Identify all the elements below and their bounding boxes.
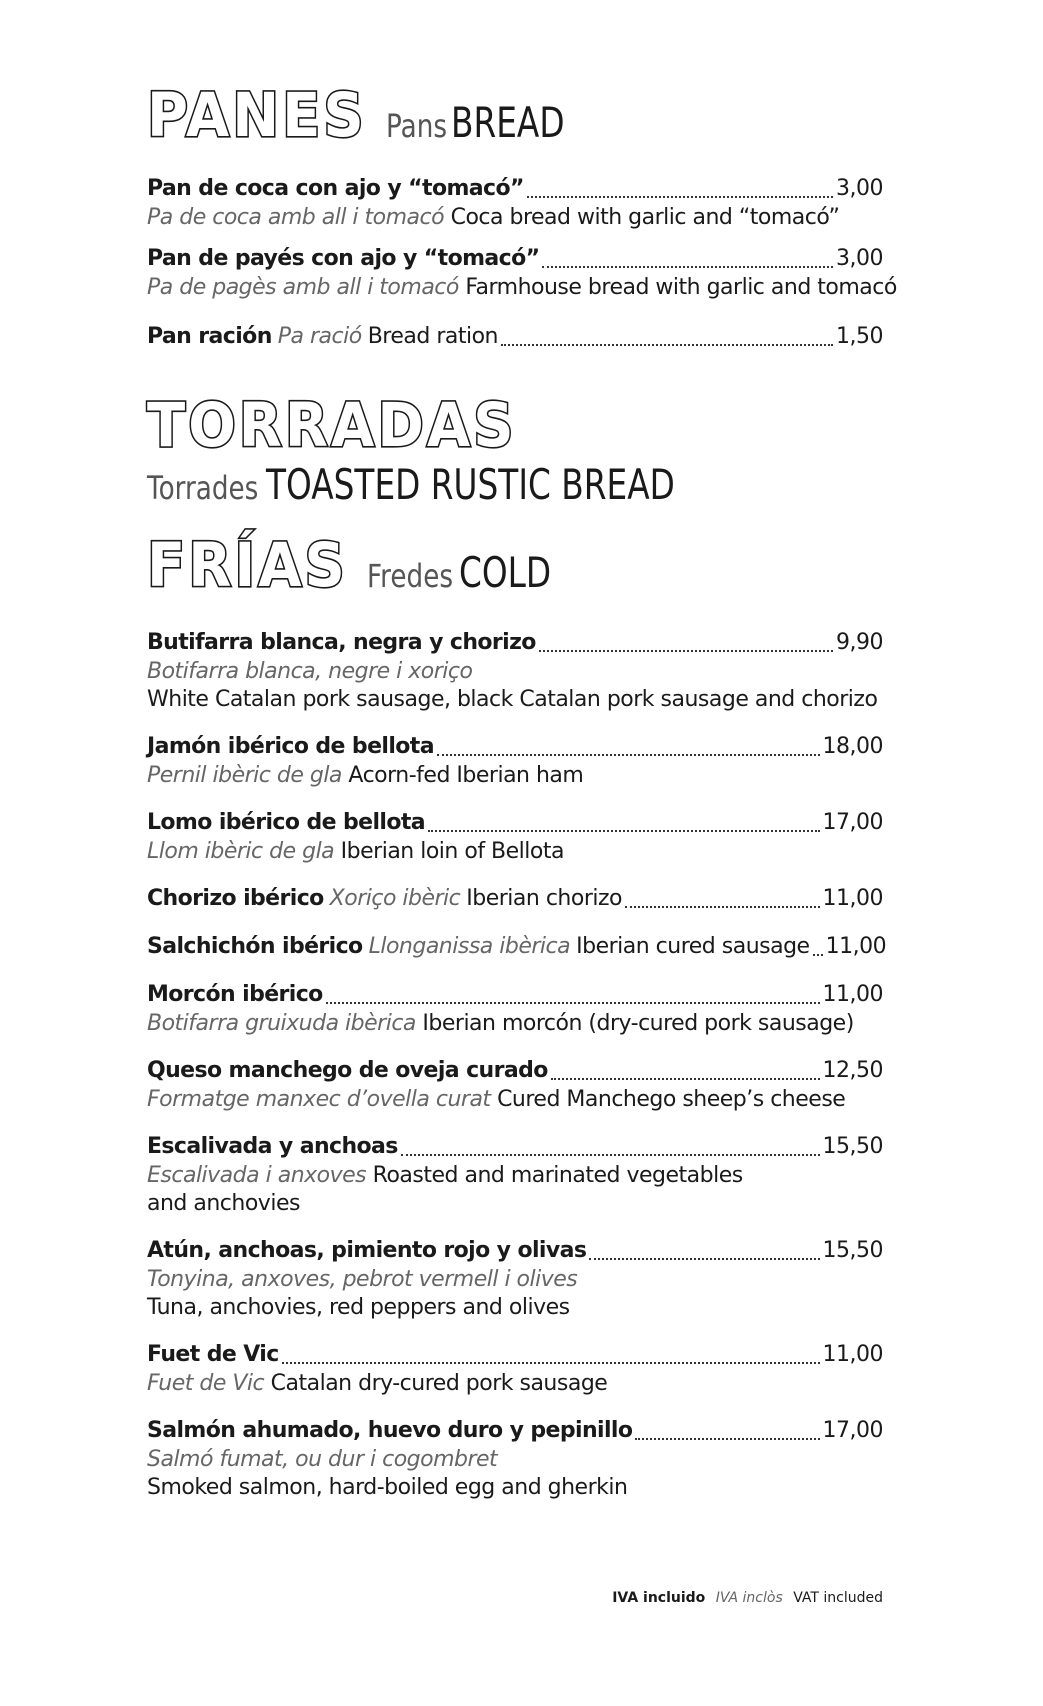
menu-item (147, 884, 883, 914)
item-name-catalan: Tonyina, anxoves, pebrot vermell i olives (147, 1267, 578, 1292)
item-name-catalan: Fuet de Vic (147, 1371, 265, 1396)
item-name-english: Roasted and marinated vegetables (372, 1163, 743, 1188)
dot-leader (551, 1077, 820, 1080)
item-name: Lomo ibérico de bellota (147, 810, 426, 835)
item-price: 3,00 (836, 176, 883, 201)
section-subtitle-english: COLD (458, 548, 552, 597)
section-heading-panes (147, 80, 597, 151)
section-subtitle-english: TOASTED RUSTIC BREAD (265, 460, 675, 509)
vat-note-catalan: IVA inclòs (715, 1590, 783, 1606)
dot-leader (501, 343, 833, 346)
item-name-english: Iberian loin of Bellota (340, 839, 564, 864)
item-name-english: Iberian cured sausage (576, 934, 810, 959)
dot-leader (326, 1001, 820, 1004)
item-price: 17,00 (822, 810, 883, 835)
item-price: 11,00 (822, 982, 883, 1007)
item-name-catalan: Botifarra blanca, negre i xoriço (147, 659, 473, 684)
menu-item (147, 732, 883, 790)
menu-item (147, 628, 883, 714)
section-heading-torradas (147, 390, 517, 461)
item-name: Morcón ibérico (147, 982, 323, 1007)
dot-leader (589, 1257, 819, 1260)
dot-leader (539, 649, 833, 652)
section-title-panes: PANES (147, 80, 367, 151)
dot-leader (428, 829, 820, 832)
vat-note-english: VAT included (793, 1590, 883, 1606)
dot-leader (813, 953, 823, 956)
item-name: Butifarra blanca, negra y chorizo (147, 630, 536, 655)
item-name-english: Coca bread with garlic and “tomacó” (450, 205, 840, 230)
item-name-catalan: Llonganissa ibèrica (368, 934, 571, 959)
section-subtitle-catalan: Pans (385, 107, 447, 145)
item-name-catalan: Pa de pagès amb all i tomacó (147, 275, 459, 300)
item-name-catalan: Escalivada i anxoves (147, 1163, 367, 1188)
item-name: Chorizo ibérico (147, 886, 324, 911)
item-name-english: White Catalan pork sausage, black Catalan pork sausage and chorizo (147, 687, 878, 712)
item-name-english: Iberian chorizo (466, 886, 622, 911)
item-price: 11,00 (822, 886, 883, 911)
section-subtitle-catalan: Fredes (366, 557, 453, 595)
item-name-catalan: Formatge manxec d’ovella curat (147, 1087, 491, 1112)
menu-item (147, 980, 883, 1038)
item-name-english: Smoked salmon, hard-boiled egg and gherkin (147, 1475, 628, 1500)
item-name: Jamón ibérico de bellota (147, 734, 434, 759)
item-price: 18,00 (822, 734, 883, 759)
item-price: 15,50 (822, 1134, 883, 1159)
section-subtitle-english: BREAD (451, 98, 565, 147)
item-name-catalan: Pa ració (277, 324, 362, 349)
item-price: 11,00 (822, 1342, 883, 1367)
menu-item (147, 1340, 883, 1398)
section-subtitle-catalan: Torrades (147, 469, 259, 507)
item-name-catalan: Llom ibèric de gla (147, 839, 335, 864)
item-price: 17,00 (822, 1418, 883, 1443)
menu-item (147, 1132, 883, 1218)
dot-leader (437, 753, 820, 756)
item-price: 9,90 (836, 630, 883, 655)
item-price: 15,50 (822, 1238, 883, 1263)
menu-item (147, 1236, 883, 1322)
item-name-english: Tuna, anchovies, red peppers and olives (147, 1295, 570, 1320)
item-name-catalan: Botifarra gruixuda ibèrica (147, 1011, 416, 1036)
item-price: 12,50 (822, 1058, 883, 1083)
vat-note (612, 1590, 883, 1606)
item-name: Queso manchego de oveja curado (147, 1058, 548, 1083)
item-price: 11,00 (825, 934, 887, 959)
item-price: 1,50 (836, 324, 883, 349)
item-name: Salchichón ibérico (147, 934, 363, 959)
dot-leader (542, 265, 833, 268)
menu-item (147, 932, 887, 962)
dot-leader (401, 1153, 820, 1156)
menu-item (147, 808, 883, 866)
item-name-catalan: Pernil ibèric de gla (147, 763, 342, 788)
dot-leader (282, 1361, 820, 1364)
dot-leader (635, 1437, 819, 1440)
item-name-english: Farmhouse bread with garlic and tomacó (465, 275, 897, 300)
item-name: Salmón ahumado, huevo duro y pepinillo (147, 1418, 633, 1443)
item-name-english: Cured Manchego sheep’s cheese (497, 1087, 846, 1112)
section-subheading-torradas (147, 460, 790, 509)
item-name-english: Catalan dry-cured pork sausage (270, 1371, 608, 1396)
vat-note-spanish: IVA incluido (612, 1590, 706, 1606)
menu-item (147, 174, 883, 232)
item-name: Fuet de Vic (147, 1342, 279, 1367)
menu-item (147, 1056, 883, 1114)
item-name-catalan: Xoriço ibèric (329, 886, 461, 911)
item-name: Pan de coca con ajo y “tomacó” (147, 176, 524, 201)
item-name: Pan de payés con ajo y “tomacó” (147, 246, 540, 271)
item-name-catalan: Salmó fumat, ou dur i cogombret (147, 1447, 498, 1472)
item-name-english: Bread ration (367, 324, 498, 349)
item-price: 3,00 (836, 246, 883, 271)
menu-item (147, 244, 897, 302)
item-name-english-continued: and anchovies (147, 1191, 300, 1216)
item-name: Atún, anchoas, pimiento rojo y olivas (147, 1238, 587, 1263)
item-name-catalan: Pa de coca amb all i tomacó (147, 205, 445, 230)
item-name: Escalivada y anchoas (147, 1134, 398, 1159)
dot-leader (625, 905, 820, 908)
dot-leader (527, 195, 833, 198)
item-name-english: Iberian morcón (dry-cured pork sausage) (422, 1011, 854, 1036)
section-title-frias: FRÍAS (147, 530, 348, 601)
menu-item (147, 1416, 883, 1502)
item-name-english: Acorn-fed Iberian ham (348, 763, 584, 788)
item-name: Pan ración (147, 324, 272, 349)
section-title-torradas: TORRADAS (147, 390, 517, 461)
menu-item (147, 322, 883, 352)
section-heading-frias (147, 530, 577, 601)
